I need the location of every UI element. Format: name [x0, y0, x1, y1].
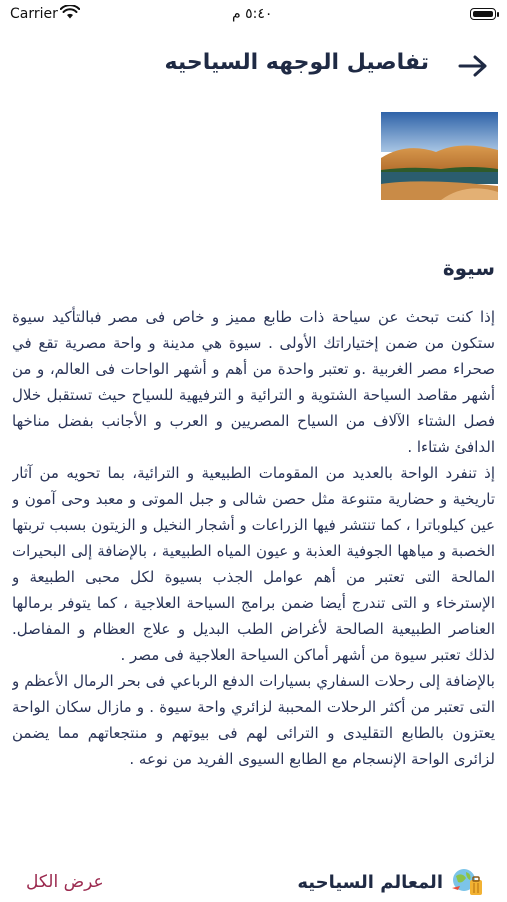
- view-all-link[interactable]: عرض الكل: [26, 872, 104, 892]
- destination-photo: [381, 112, 498, 200]
- carrier-label: Carrier: [10, 6, 58, 22]
- landmarks-title: المعالم السياحيه: [297, 872, 443, 893]
- landmarks-section-header: [0, 866, 507, 902]
- place-description: إذا كنت تبحث عن سياحة ذات طابع مميز و خاص فى مصر فبالتأكيد سيوة ستكون من ضمن إختياراتك الأولى . سيوة هي مدينة و واحة مصرية تقع في صحراء مصر الغربية .و تعتبر واحدة من أهم و أشهر الواحات فى العالم، و من أشهر مقاصد السياحة الشتوية و الترائية و الترفيهية للسياح حيث تستقبل خلال فصل الشتاء الآلاف من السياح المصريين و العرب و الأجانب بفضل مناخها الدافئ شتاءا . إذ تنفرد الواحة بالعديد من المقومات الطبيعية و الترائية، بما تحويه من آثار تاريخية و حضارية متنوعة مثل حصن شالى و جبل الموتى و معبد وحى آمون و عين كيلوباترا ، كما تنتشر فيها الزراعات و أشجار النخيل و الزيتون بسبب تربتها الخصبة و مياهها الجوفية العذبة و عيون المياه الطبيعية ، بالإضافة إلى البحيرات المالحة التى تعتبر من أهم عوامل الجذب بسيوة لكل محبى الطبيعة و الإسترخاء و التى تندرج أيضا ضمن برامج السياحة العلاجية ، كما يتوفر برمالها العناصر الطبيعية الصالحة لأغراض الطب البديل و علاج العظام و المفاصل. لذلك تعتبر سيوة من أشهر أماكن السياحة العلاجية فى مصر . بالإضافة إلى رحلات السفاري بسيارات الدفع الرباعي فى بحر الرمال الأعظم و التى تعتبر من أكثر الرحلات المحببة لزائري واحة سيوة . و مازال سكان الواحة يعتزون بالطابع التقليدى و الترائى لهم فى بيوتهم و منتجعاتهم مما يضمن لزائرى الواحة الإنسجام مع الطابع السيوى الفريد من نوعه .: [12, 308, 495, 768]
- page-title: تفاصيل الوجهه السياحيه: [164, 50, 429, 75]
- status-time: ٥:٤٠ م: [232, 6, 273, 22]
- nav-header: [0, 44, 507, 88]
- battery-tip: [497, 12, 499, 17]
- arrow-right-icon: [457, 55, 489, 77]
- battery-icon: [470, 8, 496, 20]
- travel-luggage-icon: [448, 866, 488, 898]
- wifi-icon: [60, 5, 80, 24]
- back-button[interactable]: [455, 52, 491, 80]
- status-bar: [0, 0, 507, 30]
- place-name: سيوة: [442, 256, 495, 280]
